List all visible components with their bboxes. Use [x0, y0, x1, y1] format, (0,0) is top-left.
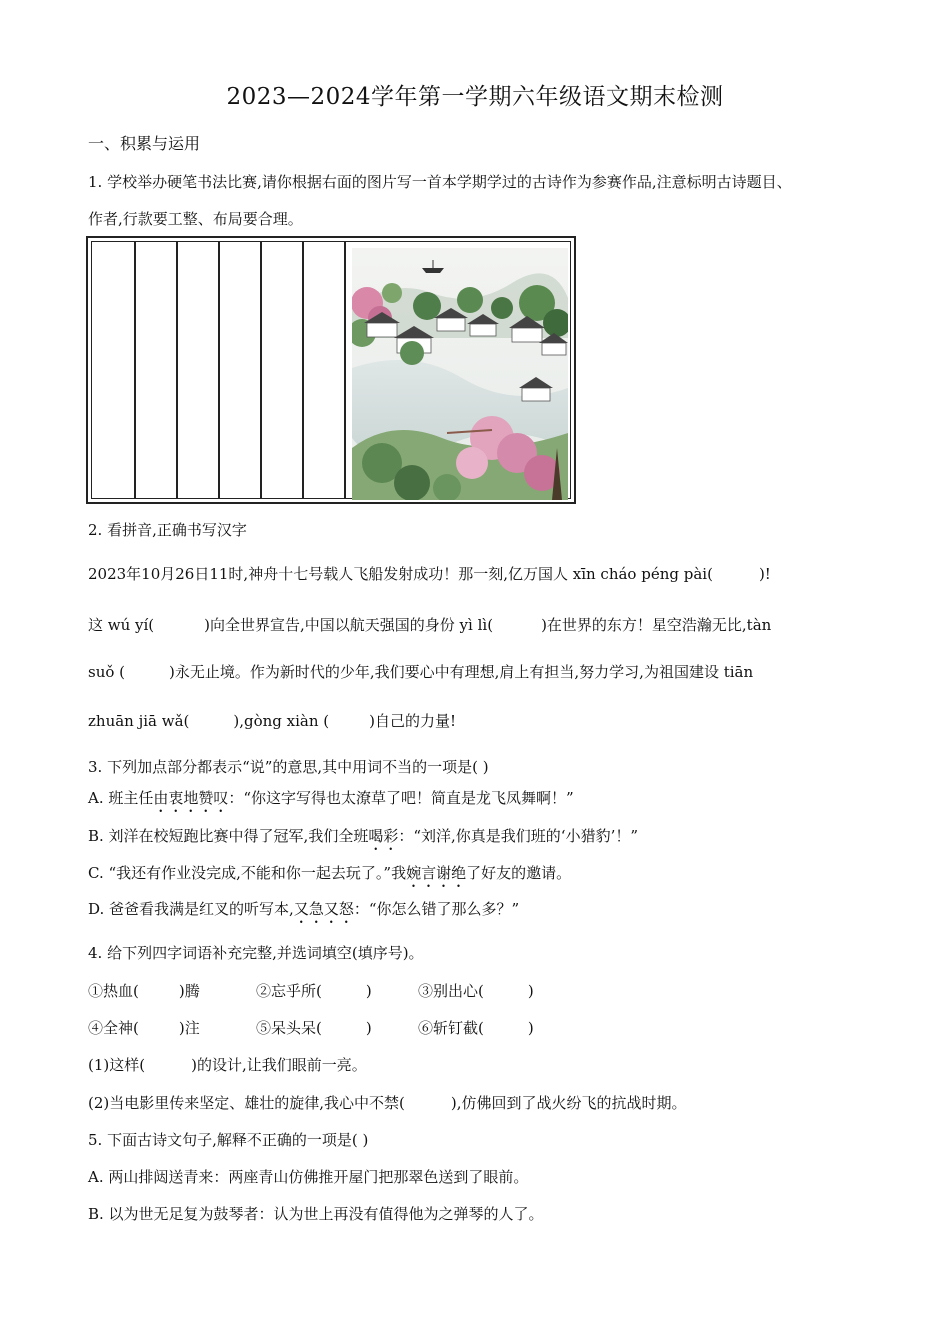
- q3-option-c: [88, 862, 571, 891]
- q3-option-b: [88, 825, 638, 854]
- grid-line: [218, 242, 220, 498]
- word-text: ⑥斩钉截(: [418, 1019, 484, 1037]
- word-text: ): [365, 982, 372, 1000]
- word-text: ⑤呆头呆(: [256, 1019, 322, 1037]
- q2-line1-end: )!: [758, 565, 771, 583]
- grid-line: [344, 242, 346, 498]
- sentence-text: (2)当电影里传来坚定、雄壮的旋律,我心中不禁(: [88, 1094, 405, 1112]
- word-text: ①热血(: [88, 982, 139, 1000]
- q2-line4: [88, 710, 456, 731]
- sentence-text: )的设计,让我们眼前一亮。: [191, 1056, 367, 1074]
- option-text: ：“你怎么错了那么多？”: [353, 900, 520, 918]
- q2-line3-text-b: )永无止境。作为新时代的少年,我们要心中有理想,肩上有担当,努力学习,为祖国建设 tiān: [169, 663, 754, 681]
- q4-sentence-2: [88, 1092, 687, 1113]
- option-text: 了好友的邀请。: [466, 864, 572, 882]
- option-text: ：“你这字写得也太潦草了吧！简直是龙飞凤舞啊！”: [228, 789, 574, 807]
- q5-option-b: B. 以为世无足复为鼓琴者：认为世上再没有值得他为之弹琴的人了。: [88, 1205, 544, 1223]
- q2-line2-text-a: 这 wú yí(: [88, 616, 155, 634]
- section-heading: 一、积累与运用: [88, 134, 201, 153]
- dotted-word: 由衷地赞叹: [153, 789, 229, 807]
- q2-line4-text-c: )自己的力量!: [369, 712, 457, 730]
- q2-line2: [88, 614, 771, 635]
- q4-word-5: [256, 1017, 372, 1038]
- option-text: A. 班主任: [88, 789, 154, 807]
- q2-title: 2. 看拼音,正确书写汉字: [88, 521, 247, 539]
- word-text: ②忘乎所(: [256, 982, 322, 1000]
- q2-line1-text: 2023年10月26日11时,神舟十七号载人飞船发射成功！那一刻,亿万国人 xīn cháo péng pài(: [88, 565, 713, 583]
- q1-line1: 1. 学校举办硬笔书法比赛,请你根据右面的图片写一首本学期学过的古诗作为参赛作品,注意标明古诗题目、: [88, 173, 792, 191]
- q4-sentence-1: [88, 1054, 367, 1075]
- word-text: ④全神(: [88, 1019, 139, 1037]
- dotted-word: 喝彩: [368, 827, 399, 845]
- calligraphy-grid: [86, 236, 576, 504]
- page-title: 2023—2024学年第一学期六年级语文期末检测: [226, 84, 724, 110]
- landscape-painting-image: [352, 248, 568, 500]
- q4-word-2: [256, 980, 372, 1001]
- q3-option-a: [88, 787, 574, 816]
- q2-line1: [88, 563, 771, 584]
- q3-option-d: [88, 898, 519, 927]
- word-text: )注: [178, 1019, 200, 1037]
- grid-line: [176, 242, 178, 498]
- option-text: B. 刘洋在校短跑比赛中得了冠军,我们全班: [88, 827, 369, 845]
- q2-line4-text-a: zhuān jiā wǎ(: [88, 712, 190, 730]
- word-text: ): [527, 982, 534, 1000]
- q5-option-a: A. 两山排闼送青来：两座青山仿佛推开屋门把那翠色送到了眼前。: [88, 1168, 529, 1186]
- word-text: ③别出心(: [418, 982, 484, 1000]
- q4-word-6: [418, 1017, 534, 1038]
- dotted-word: 婉言谢绝: [406, 864, 467, 882]
- q4-word-3: [418, 980, 534, 1001]
- grid-line: [134, 242, 136, 498]
- option-text: D. 爸爸看我满是红叉的听写本,: [88, 900, 294, 918]
- q2-line4-text-b: ),gòng xiàn (: [233, 712, 330, 730]
- sentence-text: (1)这样(: [88, 1056, 146, 1074]
- option-text: C. “我还有作业没完成,不能和你一起去玩了。”我: [88, 864, 407, 882]
- word-text: )腾: [178, 982, 200, 1000]
- q1-line2: 作者,行款要工整、布局要合理。: [88, 210, 303, 228]
- q3-title: 3. 下列加点部分都表示“说”的意思,其中用词不当的一项是( ): [88, 758, 489, 776]
- q4-word-1: [88, 980, 200, 1001]
- q2-line3: [88, 661, 753, 682]
- word-text: ): [365, 1019, 372, 1037]
- q4-title: 4. 给下列四字词语补充完整,并选词填空(填序号)。: [88, 944, 424, 962]
- landscape-painting: [352, 248, 568, 500]
- word-text: ): [527, 1019, 534, 1037]
- q2-line2-text-b: )向全世界宣告,中国以航天强国的身份 yì lì(: [204, 616, 494, 634]
- grid-line: [302, 242, 304, 498]
- option-text: ：“刘洋,你真是我们班的‘小猎豹’！”: [398, 827, 639, 845]
- dotted-word: 又急又怒: [293, 900, 354, 918]
- q2-line2-text-c: )在世界的东方！星空浩瀚无比,tàn: [541, 616, 772, 634]
- sentence-text: ),仿佛回到了战火纷飞的抗战时期。: [450, 1094, 687, 1112]
- grid-frame: [91, 241, 571, 499]
- q4-word-4: [88, 1017, 200, 1038]
- q5-title: 5. 下面古诗文句子,解释不正确的一项是( ): [88, 1131, 369, 1149]
- q2-line3-text-a: suǒ (: [88, 663, 126, 681]
- grid-line: [260, 242, 262, 498]
